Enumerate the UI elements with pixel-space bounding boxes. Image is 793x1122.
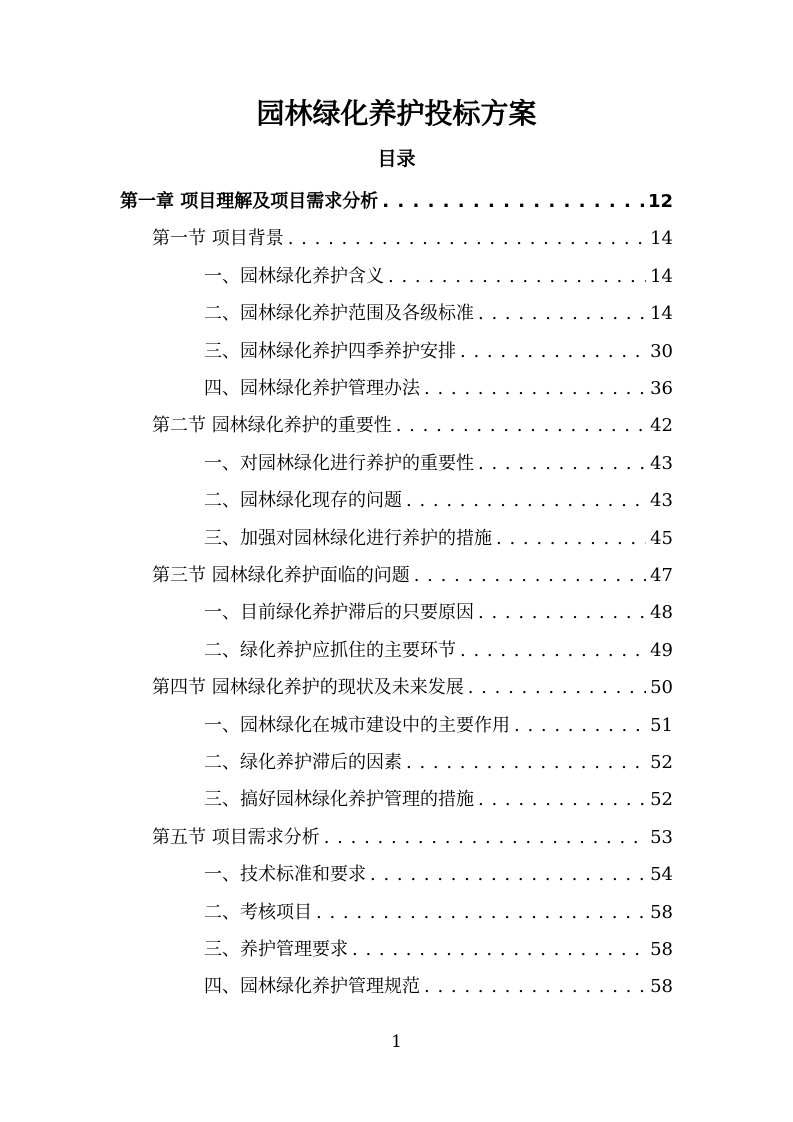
toc-entry-page: 14 bbox=[650, 303, 673, 324]
toc-entry-label: 一、园林绿化在城市建设中的主要作用 bbox=[204, 715, 510, 736]
toc-leader-dots bbox=[460, 636, 646, 666]
toc-entry-page: 58 bbox=[650, 939, 673, 960]
toc-entry-label: 三、园林绿化养护四季养护安排 bbox=[204, 341, 456, 362]
toc-entry-label: 一、技术标准和要求 bbox=[204, 864, 366, 885]
toc-entry[interactable] bbox=[204, 374, 673, 404]
toc-leader-dots bbox=[382, 187, 644, 217]
toc-entry-page: 54 bbox=[650, 864, 673, 885]
toc-entry-label: 一、园林绿化养护含义 bbox=[204, 266, 384, 287]
toc-leader-dots bbox=[478, 598, 646, 628]
toc-entry-page: 30 bbox=[650, 341, 673, 362]
toc-entry-label: 四、园林绿化养护管理规范 bbox=[204, 976, 420, 997]
toc-entry[interactable] bbox=[204, 935, 673, 965]
toc-entry[interactable] bbox=[204, 299, 673, 329]
toc-entry-label: 二、绿化养护应抓住的主要环节 bbox=[204, 640, 456, 661]
toc-entry-page: 48 bbox=[650, 602, 673, 623]
toc-leader-dots bbox=[352, 935, 646, 965]
toc-entry-label: 二、考核项目 bbox=[204, 902, 312, 923]
toc-entry[interactable] bbox=[204, 636, 673, 666]
toc-entry[interactable] bbox=[204, 748, 673, 778]
toc-entry-label: 第一节 项目背景 bbox=[152, 228, 284, 249]
toc-entry-page: 47 bbox=[650, 565, 673, 586]
toc-entry-page: 58 bbox=[650, 902, 673, 923]
toc-entry-page: 50 bbox=[650, 677, 673, 698]
toc-entry[interactable] bbox=[204, 785, 673, 815]
toc-leader-dots bbox=[478, 785, 646, 815]
toc-entry-page: 42 bbox=[650, 415, 673, 436]
toc-entry[interactable] bbox=[204, 860, 673, 890]
toc-entry-label: 二、园林绿化现存的问题 bbox=[204, 490, 402, 511]
toc-leader-dots bbox=[288, 224, 646, 254]
toc-entry-page: 53 bbox=[650, 827, 673, 848]
toc-entry-page: 49 bbox=[650, 640, 673, 661]
toc-leader-dots bbox=[388, 262, 646, 292]
toc-entry[interactable] bbox=[204, 337, 673, 367]
toc-leader-dots bbox=[468, 673, 646, 703]
toc-leader-dots bbox=[316, 898, 646, 928]
toc-entry-label: 三、加强对园林绿化进行养护的措施 bbox=[204, 528, 492, 549]
toc-entry[interactable] bbox=[204, 711, 673, 741]
toc-entry-page: 12 bbox=[647, 191, 673, 212]
toc-entry-page: 14 bbox=[650, 266, 673, 287]
toc-entry-page: 58 bbox=[650, 976, 673, 997]
toc-entry-page: 14 bbox=[650, 228, 673, 249]
toc-entry-label: 第一章 项目理解及项目需求分析 bbox=[120, 191, 379, 212]
toc-entry-label: 二、园林绿化养护范围及各级标准 bbox=[204, 303, 474, 324]
toc-entry[interactable] bbox=[204, 486, 673, 516]
toc-entry-label: 第五节 项目需求分析 bbox=[152, 827, 320, 848]
toc-entry[interactable] bbox=[204, 449, 673, 479]
toc-entry-label: 三、养护管理要求 bbox=[204, 939, 348, 960]
toc-entry-page: 43 bbox=[650, 490, 673, 511]
toc-entry-page: 51 bbox=[650, 715, 673, 736]
toc-entry-label: 四、园林绿化养护管理办法 bbox=[204, 378, 420, 399]
toc-entry[interactable] bbox=[204, 598, 673, 628]
toc-entry[interactable] bbox=[152, 673, 673, 703]
toc-entry[interactable] bbox=[152, 561, 673, 591]
toc-entry[interactable] bbox=[152, 823, 673, 853]
toc-entry-page: 52 bbox=[650, 789, 673, 810]
toc-leader-dots bbox=[514, 711, 646, 741]
toc-leader-dots bbox=[460, 337, 646, 367]
toc-entry-label: 三、搞好园林绿化养护管理的措施 bbox=[204, 789, 474, 810]
toc-entry-label: 二、绿化养护滞后的因素 bbox=[204, 752, 402, 773]
toc-entry-label: 一、目前绿化养护滞后的只要原因 bbox=[204, 602, 474, 623]
toc-entry[interactable] bbox=[152, 224, 673, 254]
toc-entry-page: 45 bbox=[650, 528, 673, 549]
document-title: 园林绿化养护投标方案 bbox=[256, 97, 537, 130]
toc-leader-dots bbox=[396, 411, 646, 441]
toc-leader-dots bbox=[478, 449, 646, 479]
toc-leader-dots bbox=[424, 374, 646, 404]
toc-entry[interactable] bbox=[152, 411, 673, 441]
toc-entry[interactable] bbox=[204, 898, 673, 928]
toc-entry[interactable] bbox=[204, 972, 673, 1002]
toc-entry-label: 第二节 园林绿化养护的重要性 bbox=[152, 415, 392, 436]
page-number: 1 bbox=[391, 1032, 402, 1052]
toc-leader-dots bbox=[414, 561, 646, 591]
toc-entry[interactable] bbox=[204, 524, 673, 554]
toc-leader-dots bbox=[496, 524, 646, 554]
toc-entry-label: 第三节 园林绿化养护面临的问题 bbox=[152, 565, 410, 586]
toc-leader-dots bbox=[324, 823, 646, 853]
toc-entry-page: 36 bbox=[650, 378, 673, 399]
toc-leader-dots bbox=[478, 299, 646, 329]
toc-entry[interactable] bbox=[120, 187, 673, 217]
toc-entry[interactable] bbox=[204, 262, 673, 292]
toc-leader-dots bbox=[424, 972, 646, 1002]
toc-entry-page: 52 bbox=[650, 752, 673, 773]
toc-entry-page: 43 bbox=[650, 453, 673, 474]
toc-leader-dots bbox=[370, 860, 646, 890]
toc-leader-dots bbox=[406, 486, 646, 516]
toc-heading: 目录 bbox=[377, 148, 416, 170]
toc-entry-label: 第四节 园林绿化养护的现状及未来发展 bbox=[152, 677, 464, 698]
toc-entry-label: 一、对园林绿化进行养护的重要性 bbox=[204, 453, 474, 474]
toc-leader-dots bbox=[406, 748, 646, 778]
